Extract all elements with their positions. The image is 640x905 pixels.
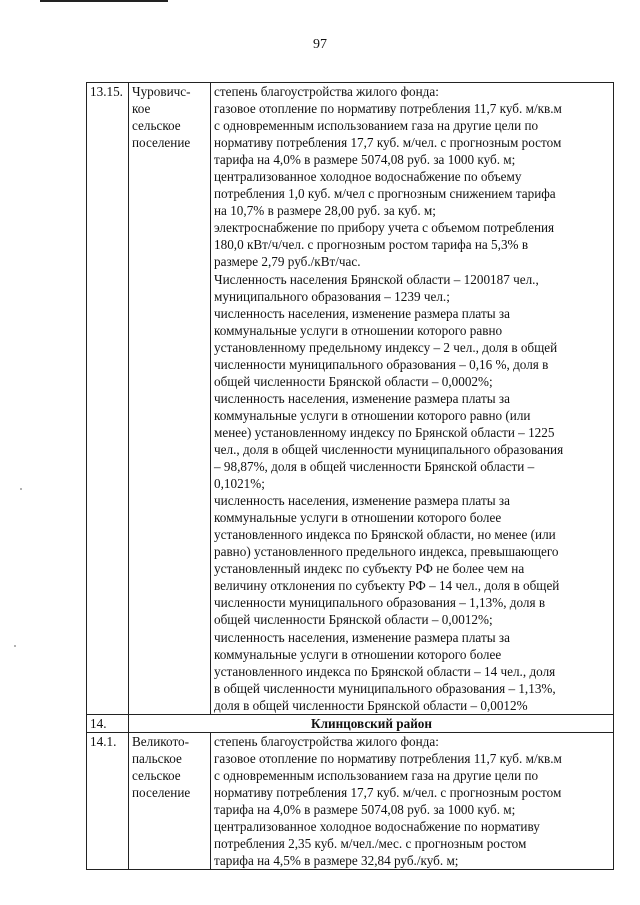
text-line: потребления 1,0 куб. м/чел с прогнозным снижением тарифа: [214, 186, 556, 202]
text-line: общей численности Брянской области – 0,0002%;: [214, 373, 493, 389]
settlement-name: [129, 83, 211, 715]
text-line: коммунальные услуги в отношении которого более: [214, 510, 502, 526]
settlement-name-line: сельское: [132, 118, 181, 134]
text-line: доля в общей численности Брянской области – 0,0012%: [214, 697, 528, 713]
scan-speck: [14, 645, 16, 647]
text-line: нормативу потребления 17,7 куб. м/чел. с прогнозным ростом: [214, 784, 562, 800]
text-line: величину отклонения по субъекту РФ – 14 чел., доля в общей: [214, 578, 560, 594]
text-line: газовое отопление по нормативу потребления 11,7 куб. м/кв.м: [214, 101, 562, 117]
text-line: численность населения, изменение размера платы за: [214, 305, 510, 321]
settlement-name-line: поселение: [132, 784, 191, 800]
row-number: 14.1.: [87, 732, 129, 869]
text-line: тарифа на 4,0% в размере 5074,08 руб. за 1000 куб. м;: [214, 801, 516, 817]
text-line: численность населения, изменение размера платы за: [214, 493, 510, 509]
text-line: с одновременным использованием газа на другие цели по: [214, 767, 539, 783]
text-line: с одновременным использованием газа на другие цели по: [214, 118, 539, 134]
text-line: равно) установленного предельного индекса, превышающего: [214, 544, 559, 560]
text-line: на 10,7% в размере 28,00 руб. за куб. м;: [214, 203, 436, 219]
text-line: в общей численности муниципального образования – 1,13%,: [214, 680, 556, 696]
page-number: 97: [313, 37, 327, 52]
text-line: электроснабжение по прибору учета с объемом потребления: [214, 220, 555, 236]
settlement-name-line: сельское: [132, 767, 181, 783]
text-line: установленный индекс по субъекту РФ не более чем на: [214, 561, 525, 577]
document-table: [86, 82, 614, 870]
text-line: степень благоустройства жилого фонда:: [214, 733, 439, 749]
text-line: численность населения, изменение размера платы за: [214, 390, 510, 406]
settlement-name-line: Чуровичс-: [132, 84, 191, 99]
text-line: размере 2,79 руб./кВт/час.: [214, 254, 361, 270]
text-line: тарифа на 4,5% в размере 32,84 руб./куб. м;: [214, 853, 459, 869]
table-row: [87, 732, 614, 869]
text-line: установленного индекса по Брянской области – 14 чел., доля: [214, 663, 556, 679]
text-line: установленному предельному индексу – 2 чел., доля в общей: [214, 339, 558, 355]
settlement-name-line: кое: [132, 101, 151, 117]
text-line: Численность населения Брянской области – 1200187 чел.,: [214, 271, 539, 287]
text-line: коммунальные услуги в отношении которого равно (или: [214, 407, 531, 423]
text-line: централизованное холодное водоснабжение по объему: [214, 169, 522, 185]
text-line: потребления 2,35 куб. м/чел./мес. с прогнозным ростом: [214, 836, 527, 852]
text-line: 180,0 кВт/ч/чел. с прогнозным ростом тарифа на 5,3% в: [214, 237, 529, 253]
section-number: 14.: [87, 714, 129, 732]
text-line: муниципального образования – 1239 чел.;: [214, 288, 450, 304]
settlement-name-line: поселение: [132, 135, 191, 151]
section-title: Клинцовский район: [129, 714, 614, 732]
row-number: 13.15.: [87, 83, 129, 715]
scan-speck: [20, 488, 22, 490]
text-line: 0,1021%;: [214, 476, 265, 492]
text-line: установленного индекса по Брянской области, но менее (или: [214, 527, 556, 543]
text-line: численность населения, изменение размера платы за: [214, 629, 510, 645]
text-line: централизованное холодное водоснабжение по нормативу: [214, 819, 540, 835]
text-line: нормативу потребления 17,7 куб. м/чел. с прогнозным ростом: [214, 135, 562, 151]
settlement-name-line: пальское: [132, 750, 182, 766]
table-row: [87, 83, 614, 715]
settlement-name: [129, 732, 211, 869]
text-line: газовое отопление по нормативу потребления 11,7 куб. м/кв.м: [214, 750, 562, 766]
text-line: менее) установленному индексу по Брянской области – 1225: [214, 424, 555, 440]
text-line: численности муниципального образования – 1,13%, доля в: [214, 595, 546, 611]
text-line: степень благоустройства жилого фонда:: [214, 84, 439, 99]
text-line: коммунальные услуги в отношении которого равно: [214, 322, 503, 338]
text-line: – 98,87%, доля в общей численности Брянской области –: [214, 459, 535, 475]
description-cell: [211, 83, 614, 715]
text-line: численности муниципального образования – 0,16 %, доля в: [214, 356, 549, 372]
text-line: чел., доля в общей численности муниципального образования: [214, 441, 564, 457]
text-line: коммунальные услуги в отношении которого более: [214, 646, 502, 662]
settlement-name-line: Великото-: [132, 733, 190, 749]
description-cell: [211, 732, 614, 869]
section-row: [87, 714, 614, 732]
text-line: тарифа на 4,0% в размере 5074,08 руб. за 1000 куб. м;: [214, 152, 516, 168]
text-line: общей численности Брянской области – 0,0012%;: [214, 612, 493, 628]
top-border-line: [40, 0, 168, 2]
